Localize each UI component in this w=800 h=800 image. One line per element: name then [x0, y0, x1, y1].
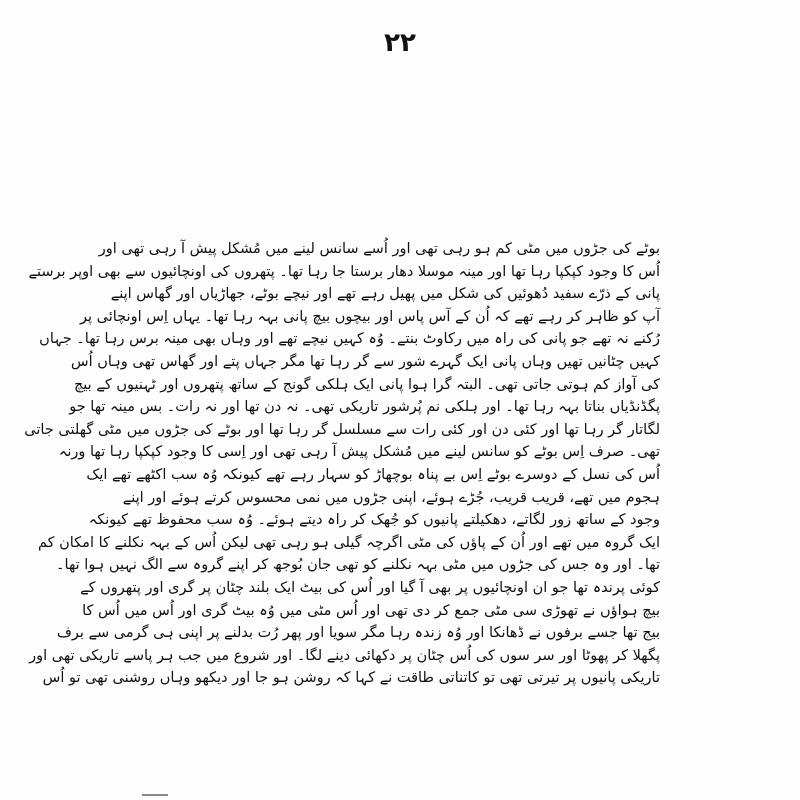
text-line: کوئی پرندہ تھا جو ان اونچائیوں پر بھی آ گیا اور اُس کی بیٹ ایک بلند چٹان پر گری اور پتھروں کے [80, 579, 660, 596]
scan-mark [142, 794, 168, 796]
text-line: تھی۔ صرف اِس بوٹے کو سانس لینے میں مُشکل پیش آ رہی تھی اور اِسی کا وجود کپکپا رہا تھا ورنہ [58, 444, 660, 461]
text-line: ایک گروہ میں تھے اور اُن کے پاؤں کی مٹی اگرچہ گیلی ہو رہی تھی لیکن اُس کے بہہ نکلنے کا امکان کم [37, 534, 660, 551]
text-line: پگھلا کر پھوٹا اور سر سوں کی اُس چٹان پر دکھائی دینے لگا۔ اور شروع میں جب ہر پاسے تاریکی تھی اور [29, 647, 660, 664]
page-number: ۲۲ [384, 28, 416, 58]
text-line: رُکنے نہ تھے جو پانی کی راہ میں رکاوٹ بنتے۔ وُہ کہیں نیچے تھے اور وہاں بھی مینہ برس رہا تھا۔ جہاں [39, 331, 660, 348]
text-line: اُس کا وجود کپکپا رہا تھا اور مینہ موسلا دھار برستا جا رہا تھا۔ پتھروں کی اونچائیوں سے بھی اوپر برستے [28, 263, 660, 280]
text-line: پگڈنڈیاں بناتا بہہ رہا تھا۔ اور ہلکی نم پُرشور تاریکی تھی۔ نہ دن تھا اور نہ رات۔ بس مینہ تھا جو [69, 399, 660, 416]
text-line: تھا۔ اور وہ جس کی جڑوں میں مٹی بہہ نکلنے کو تھی جان بُوجھ کر اپنے گروہ سے الگ نہیں ہوا تھا۔ [56, 557, 660, 574]
text-line: اُس کی نسل کے دوسرے بوٹے اِس بے پناہ بوچھاڑ کو سہار رہے تھے کیونکہ وُہ سب اکٹھے تھے ایک [86, 466, 660, 483]
text-line: وجود کے ساتھ زور لگاتے، دھکیلتے پانیوں کو جُھک کر راہ دیتے ہوئے۔ وُہ سب محفوظ تھے کیونکہ [88, 512, 660, 529]
text-line: بیچ ہواؤں نے تھوڑی سی مٹی جمع کر دی تھی اور اُس مٹی میں وُہ بیٹ گری اور اُس میں اُس کا [82, 602, 660, 619]
text-line: تاریکی پانیوں پر تیرتی تھی تو کاتناتی طاقت نے کہا کہ روشن ہو جا اور دیکھو وہاں روشنی تھی تو اُس [42, 670, 660, 687]
text-line: آپ کو ظاہر کر رہے تھے کہ اُن کے آس پاس اور بیچوں بیچ پانی بہہ رہا تھا۔ یہاں اِس اونچائی پر [80, 308, 660, 325]
text-line: لگاتار گر رہا تھا اور کئی دن اور کئی رات سے مسلسل گر رہا تھا اور بوٹے کی جڑوں میں مٹی گھلتی جاتی [24, 421, 660, 438]
text-line: کی آواز کم ہوتی جاتی تھی۔ البتہ گرا ہوا پانی ایک ہلکی گونج کے ساتھ پتھروں اور ٹہنیوں کے بیچ [73, 376, 660, 393]
text-line: کہیں چٹانیں تھیں وہاں پانی ایک گہرے شور سے گر رہا تھا مگر جہاں پتے اور گھاس تھی وہاں اُس [70, 353, 660, 370]
text-line: بیج تھا جسے برفوں نے ڈھانکا اور وُہ زندہ رہا مگر سویا اور پھر رُت بدلنے پر اپنی ہی گرمی سے برف [56, 625, 660, 642]
text-line: ہجوم میں تھے، قریب قریب، جُڑے ہوئے، اپنی جڑوں میں نمی محسوس کرتے ہوئے اور اپنے [122, 489, 660, 506]
text-line: پانی کے ذرّے سفید دُھوئیں کی شکل میں پھیل رہے تھے اور نیچے بوٹے، جھاڑیاں اور گھاس اپنے [110, 286, 660, 303]
page-text [24, 238, 660, 690]
text-line: بوٹے کی جڑوں میں مٹی کم ہو رہی تھی اور اُسے سانس لینے میں مُشکل پیش آ رہی تھی اور [98, 241, 660, 257]
